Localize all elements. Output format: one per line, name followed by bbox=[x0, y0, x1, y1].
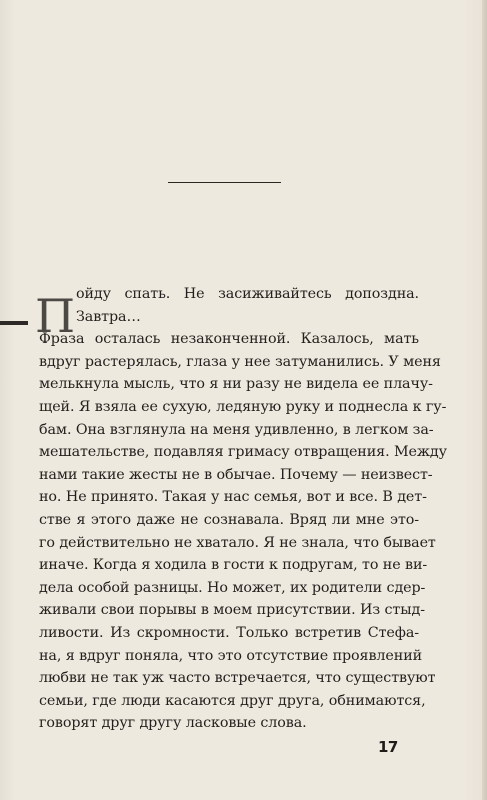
text-line: семьи, где люди касаются друг друга, обнимаются, bbox=[39, 692, 426, 709]
section-divider-rule bbox=[168, 182, 281, 183]
text-line: ойду спать. Не засиживайтесь допоздна. bbox=[76, 286, 419, 302]
text-line: мелькнула мысль, что я ни разу не видела ее плачу- bbox=[39, 376, 433, 393]
text-line: го действительно не хватало. Я не знала, что бывает bbox=[39, 534, 436, 551]
page-number: 17 bbox=[378, 738, 398, 756]
text-line: дела особой разницы. Но может, их родители сдер- bbox=[39, 579, 426, 596]
text-line: живали свои порывы в моем присутствии. Из стыд- bbox=[39, 602, 425, 619]
text-line: иначе. Когда я ходила в гости к подругам, то не ви- bbox=[39, 557, 428, 574]
text-line: ливости. Из скромности. Только встретив Стефа- bbox=[39, 624, 419, 641]
body-text bbox=[39, 283, 447, 735]
text-line: говорят друг другу ласковые слова. bbox=[39, 715, 307, 732]
text-line: мешательстве, подавляя гримасу отвращения. Между bbox=[39, 444, 447, 461]
drop-cap: П bbox=[35, 289, 76, 343]
text-line: любви не так уж часто встречается, что существуют bbox=[39, 670, 436, 687]
margin-thumb-mark bbox=[0, 321, 28, 325]
text-line: но. Не принято. Такая у нас семья, вот и все. В дет- bbox=[39, 489, 427, 506]
text-line: Фраза осталась незаконченной. Казалось, мать bbox=[39, 331, 419, 348]
text-line: стве я этого даже не сознавала. Вряд ли мне это- bbox=[39, 511, 419, 528]
text-line: на, я вдруг поняла, что это отсутствие проявлений bbox=[39, 647, 423, 664]
text-line: вдруг растерялась, глаза у нее затуманились. У меня bbox=[39, 353, 441, 370]
text-line: бам. Она взглянула на меня удивленно, в легком за- bbox=[39, 421, 434, 438]
page-edge bbox=[482, 0, 487, 800]
text-line: щей. Я взяла ее сухую, ледяную руку и поднесла к гу- bbox=[39, 398, 447, 415]
text-line: нами такие жесты не в обычае. Почему — неизвест- bbox=[39, 466, 433, 483]
text-line: Завтра… bbox=[76, 308, 141, 325]
